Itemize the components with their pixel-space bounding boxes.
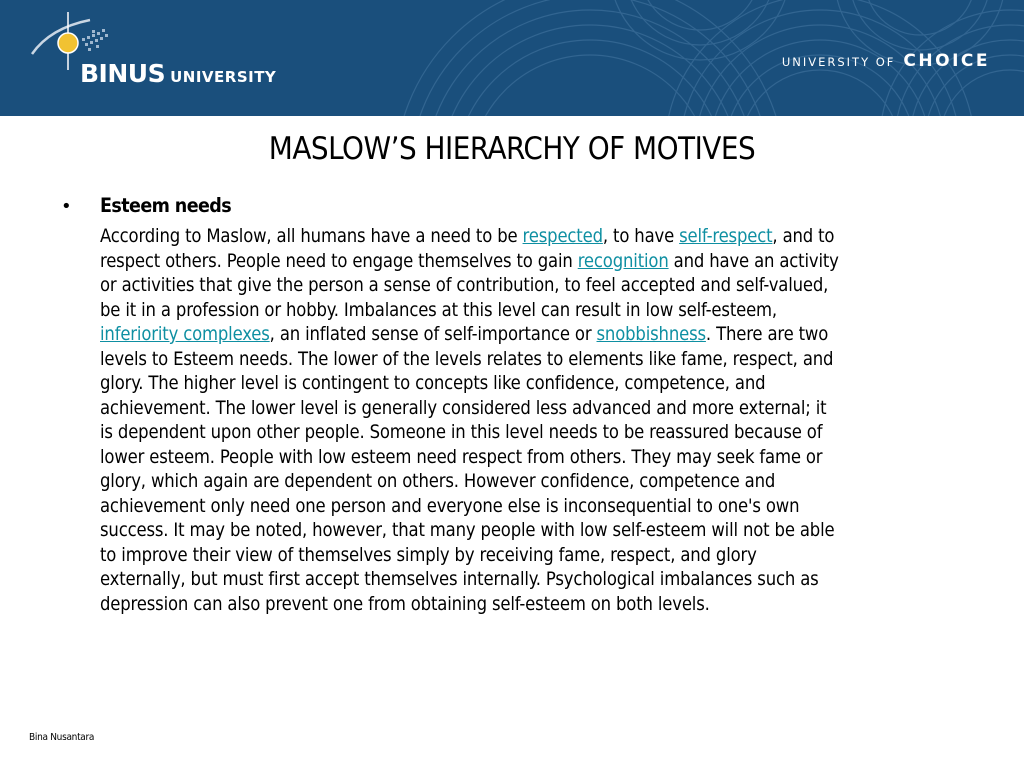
paragraph-text: levels to Esteem needs. The lower of the levels relates to elements like fame, respect, and — [100, 348, 834, 370]
paragraph-text: be it in a profession or hobby. Imbalances at this level can result in low self-esteem, — [100, 299, 778, 321]
paragraph-text: externally, but must first accept themselves internally. Psychological imbalances such as — [100, 569, 819, 590]
paragraph-text: lower esteem. People with low esteem need respect from others. They may seek fame or — [100, 446, 823, 468]
link-snobbishness[interactable]: snobbishness — [596, 324, 706, 345]
paragraph-text: glory, which again are dependent on others. However confidence, competence and — [100, 471, 776, 492]
paragraph-line — [100, 421, 980, 446]
paragraph-line — [100, 446, 980, 471]
paragraph-text: , an inflated sense of self-importance or — [269, 324, 597, 345]
link-self-respect[interactable]: self-respect — [679, 226, 773, 247]
paragraph-line — [100, 274, 980, 299]
logo-brand: BINUS — [80, 59, 166, 88]
paragraph-text: to improve their view of themselves simply by receiving fame, respect, and glory — [100, 544, 757, 566]
paragraph-text: achievement. The lower level is generally considered less advanced and more external; it — [100, 397, 827, 419]
paragraph-text: is dependent upon other people. Someone in this level needs to be reassured because of — [100, 422, 823, 443]
paragraph-line — [100, 519, 980, 544]
paragraph-text: According to Maslow, all humans have a need to be — [100, 226, 523, 247]
paragraph-text: glory. The higher level is contingent to concepts like confidence, competence, and — [100, 373, 766, 394]
paragraph-line — [100, 544, 980, 569]
paragraph-line — [100, 397, 980, 422]
paragraph-line — [100, 593, 980, 618]
tagline-emphasis: CHOICE — [903, 51, 990, 71]
logo-university: UNIVERSITY — [170, 68, 277, 86]
paragraph-line — [100, 348, 980, 373]
paragraph-line — [100, 299, 980, 324]
paragraph-text: , to have — [602, 226, 680, 247]
paragraph-line — [100, 250, 980, 275]
paragraph-line — [100, 372, 980, 397]
paragraph-line — [100, 323, 980, 348]
link-inferiority-complexes[interactable]: inferiority complexes — [100, 324, 270, 345]
paragraph-line — [100, 470, 980, 495]
paragraph-line — [100, 568, 980, 593]
section-heading: Esteem needs — [100, 194, 232, 217]
paragraph-text: . There are two — [705, 324, 829, 345]
paragraph-text: respect others. People need to engage themselves to gain — [100, 250, 578, 272]
link-recognition[interactable]: recognition — [577, 250, 669, 272]
paragraph-line — [100, 495, 980, 520]
footer-label: Bina Nusantara — [29, 732, 95, 743]
paragraph-text: depression can also prevent one from obtaining self-esteem on both levels. — [100, 593, 710, 615]
paragraph-text: success. It may be noted, however, that many people with low self-esteem will not be able — [100, 520, 835, 541]
body-paragraph — [100, 225, 980, 617]
slide-title: MASLOW’S HIERARCHY OF MOTIVES — [268, 131, 756, 167]
paragraph-text: , and to — [772, 226, 835, 247]
header-banner — [0, 0, 1024, 116]
link-respected[interactable]: respected — [522, 226, 603, 247]
paragraph-text: or activities that give the person a sense of contribution, to feel accepted and self-valued, — [100, 275, 829, 296]
tagline-prefix: UNIVERSITY OF — [781, 55, 896, 69]
paragraph-line — [100, 225, 980, 250]
binus-university-logo — [80, 61, 276, 86]
university-tagline — [782, 51, 990, 71]
paragraph-text: achievement only need one person and everyone else is inconsequential to one's own — [100, 495, 800, 517]
bullet-point: • — [61, 196, 72, 217]
paragraph-text: and have an activity — [668, 250, 839, 272]
